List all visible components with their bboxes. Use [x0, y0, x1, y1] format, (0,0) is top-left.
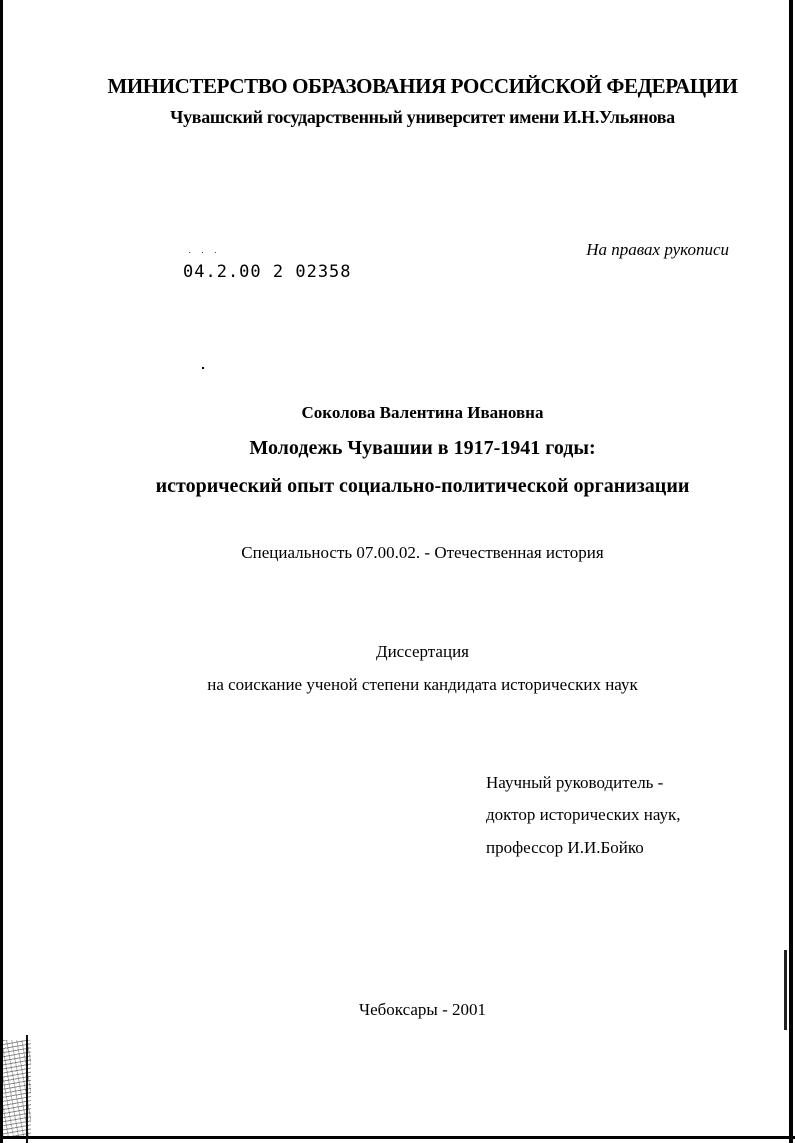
scan-border-left	[0, 0, 3, 1143]
university-heading: Чувашский государственный университет имени И.Н.Ульянова	[170, 107, 675, 127]
title-line-1: Молодежь Чувашии в 1917-1941 годы:	[249, 437, 596, 459]
title-line-2: исторический опыт социально-политической организации	[155, 475, 690, 497]
supervisor-role: Научный руководитель -	[486, 773, 664, 792]
scan-border-right	[789, 0, 793, 1143]
scan-dot	[202, 367, 204, 369]
dissertation-type: Диссертация	[375, 642, 469, 661]
supervisor-name: профессор И.И.Бойко	[486, 838, 644, 857]
scan-border-bottom	[0, 1136, 795, 1139]
place-year: Чебоксары - 2001	[359, 1000, 486, 1019]
ministry-heading: МИНИСТЕРСТВО ОБРАЗОВАНИЯ РОССИЙСКОЙ ФЕДЕРАЦИИ	[107, 74, 738, 98]
dissertation-degree: на соискание ученой степени кандидата исторических наук	[207, 675, 638, 694]
specialty: Специальность 07.00.02. - Отечественная история	[241, 543, 604, 562]
rights-note: На правах рукописи	[586, 240, 729, 259]
library-code-ticks: ˙ ˙ ˙	[187, 252, 220, 262]
scan-noise	[3, 1040, 31, 1138]
author-name: Соколова Валентина Ивановна	[301, 403, 544, 422]
library-code: 04.2.00 2 02358	[183, 262, 352, 282]
supervisor-degree: доктор исторических наук,	[486, 805, 681, 824]
